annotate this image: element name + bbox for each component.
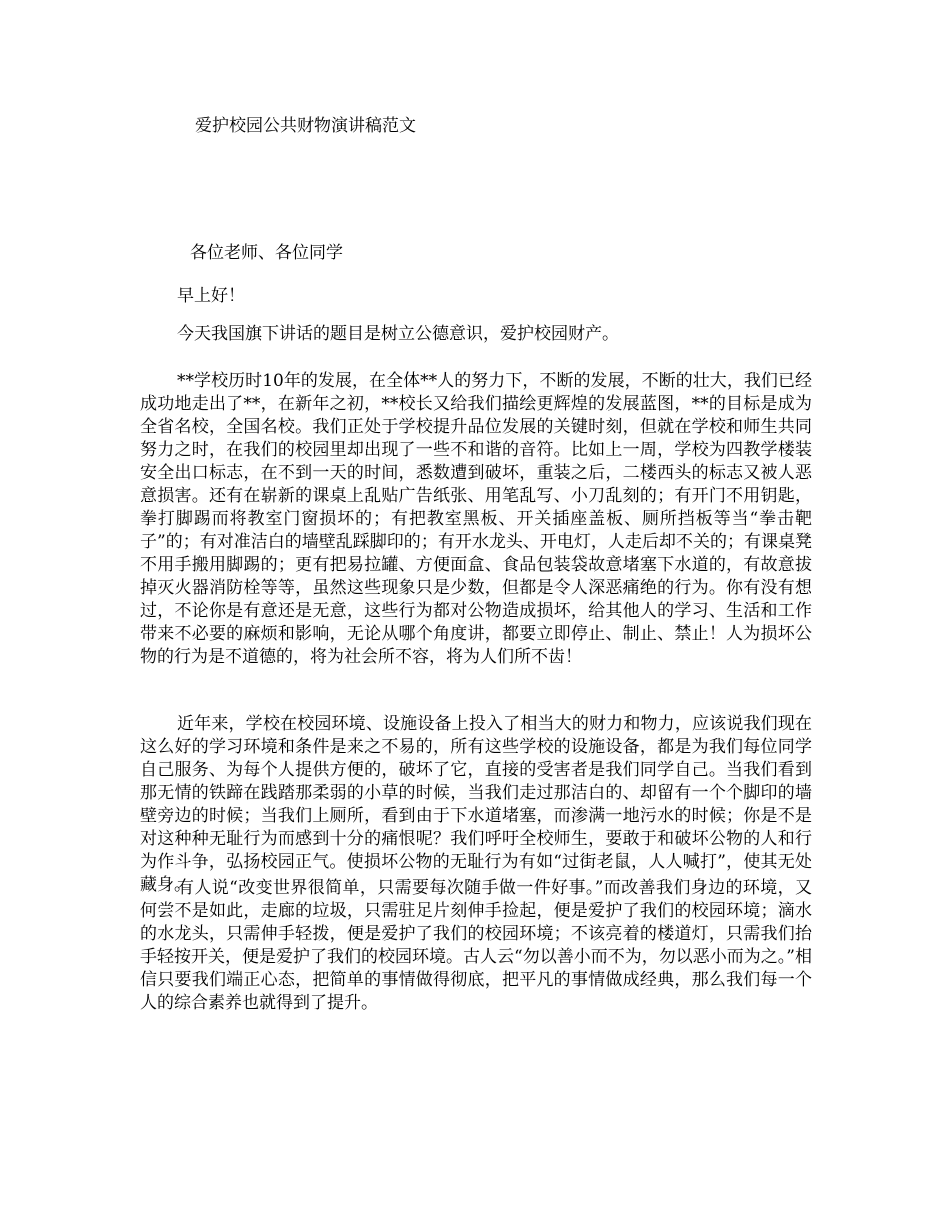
paragraph-investment: 近年来，学校在校园环境、设施设备上投入了相当大的财力和物力，应该说我们现在这么好的学习环境和条件是来之不易的，所有这些学校的设施设备，都是为我们每位同学自己服务、为每个人提供方便的，破坏了它，直接的受害者是我们同学自己。当我们看到那无情的铁蹄在践踏那柔弱的小草的时候，当我们走过那洁白的、却留有一个个脚印的墙壁旁边的时候；当我们上厕所，看到由于下水道堵塞，而渗满一地污水的时候；你是不是对这种种无耻行为而感到十分的痛恨呢？我们呼吁全校师生，要敢于和破坏公物的人和行为作斗争，弘扬校园正气。使损坏公物的无耻行为有如“过街老鼠，人人喊打”，使其无处藏身。 [140,714,812,895]
document-title: 爱护校园公共财物演讲稿范文 [195,116,416,136]
paragraph-topic: 今天我国旗下讲话的题目是树立公德意识，爱护校园财产。 [177,324,619,344]
salutation: 各位老师、各位同学 [190,243,343,263]
greeting: 早上好！ [177,286,245,306]
paragraph-problems: **学校历时10年的发展，在全体**人的努力下，不断的发展，不断的壮大，我们已经成功地走出了**，在新年之初，**校长又给我们描绘更辉煌的发展蓝图，**的目标是成为全省名校，全国名校。我们正处于学校提升品位发展的关键时刻，但就在学校和师生共同努力之时，在我们的校园里却出现了一些不和谐的音符。比如上一周，学校为四教学楼装安全出口标志，在不到一天的时间，悉数遭到破坏，重装之后，二楼西头的标志又被人恶意损害。还有在崭新的课桌上乱贴广告纸张、用笔乱写、小刀乱刻的；有开门不用钥匙，拳打脚踢而将教室门窗损坏的；有把教室黑板、开关插座盖板、厕所挡板等当“拳击靶子”的；有对准洁白的墙壁乱踩脚印的；有开水龙头、开电灯，人走后却不关的；有课桌凳不用手搬用脚踢的；更有把易拉罐、方便面盒、食品包装袋故意堵塞下水道的，有故意拔掉灭火器消防栓等等，虽然这些现象只是少数，但都是令人深恶痛绝的行为。你有没有想过，不论你是有意还是无意，这些行为都对公物造成损坏，给其他人的学习、生活和工作带来不必要的麻烦和影响，无论从哪个角度讲，都要立即停止、制止、禁止！人为损坏公物的行为是不道德的，将为社会所不容，将为人们所不齿！ [140,371,812,667]
paragraph-conclusion: 有人说“改变世界很简单，只需要每次随手做一件好事。”而改善我们身边的环境，又何尝不是如此，走廊的垃圾，只需驻足片刻伸手捡起，便是爱护了我们的校园环境；滴水的水龙头，只需伸手轻拨，便是爱护了我们的校园环境；不该亮着的楼道灯，只需我们抬手轻按开关，便是爱护了我们的校园环境。古人云“勿以善小而不为，勿以恶小而为之。”相信只要我们端正心态，把简单的事情做得彻底，把平凡的事情做成经典，那么我们每一个人的综合素养也就得到了提升。 [140,878,812,1013]
